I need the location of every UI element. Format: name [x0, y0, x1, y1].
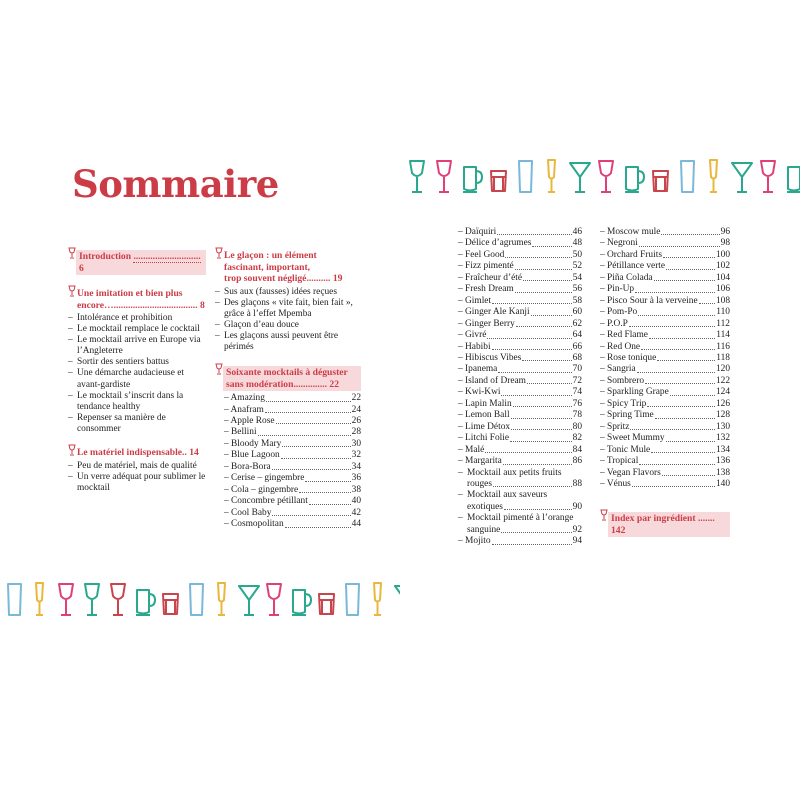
highball-blue-icon — [346, 584, 359, 615]
entry-page: 126 — [715, 398, 730, 409]
entry-name: – Moscow mule — [600, 227, 660, 238]
martini-teal-icon — [732, 163, 752, 192]
entry-page: 100 — [715, 249, 730, 260]
entry-page: 60 — [572, 307, 582, 318]
entry-name: – Negroni — [600, 238, 638, 249]
toc-entry-wrapped[interactable]: – Mocktail pimenté à l’orange sanguine 92 — [458, 513, 582, 536]
entry-page: 136 — [715, 456, 730, 467]
toc-entry[interactable] — [600, 433, 730, 444]
toc-entry[interactable] — [458, 238, 582, 249]
entry-name: – Tonic Mule — [600, 445, 650, 456]
tumbler-red-icon — [491, 171, 506, 191]
entry-name: – Cola – gingembre — [224, 485, 298, 496]
dot-leader — [639, 464, 715, 465]
entry-name: – Sangria — [600, 364, 636, 375]
toc-subitems-materiel — [68, 461, 206, 494]
entry-name: – P.O.P — [600, 319, 628, 330]
entry-page: 124 — [715, 387, 730, 398]
toc-entry[interactable] — [458, 250, 582, 261]
toc-entry[interactable] — [224, 393, 361, 404]
entry-page: 128 — [715, 410, 730, 421]
entry-name: – Ipanema — [458, 364, 497, 375]
toc-entry[interactable] — [224, 508, 361, 519]
toc-entry[interactable] — [600, 399, 730, 410]
entry-page: 104 — [715, 272, 730, 283]
toc-section-imitation[interactable]: Une imitation et bien plus encore…................................... 8 — [68, 288, 206, 311]
toc-entry[interactable] — [458, 342, 582, 353]
entry-name: – Pisco Sour à la verveine — [600, 296, 698, 307]
toc-subitems-imitation — [68, 313, 206, 435]
entry-page: 34 — [351, 461, 361, 472]
highball-blue-icon — [190, 584, 203, 615]
toc-entry[interactable] — [458, 387, 582, 398]
toc-entry[interactable] — [600, 296, 730, 307]
toc-entry[interactable] — [600, 376, 730, 387]
toc-entry[interactable] — [224, 427, 361, 438]
dot-leader — [531, 315, 572, 316]
wine-glass-red-icon — [111, 584, 125, 615]
entry-name: – Fraîcheur d’été — [458, 273, 522, 284]
toc-column-2 — [215, 250, 361, 531]
flute-yellow-icon — [36, 583, 43, 615]
dot-leader — [630, 429, 715, 430]
entry-page: 28 — [351, 427, 361, 438]
entry-name: – Island of Dream — [458, 376, 526, 387]
toc-section-introduction[interactable]: Introduction ............................ 6 — [68, 250, 206, 275]
entry-name: – Habibi — [458, 342, 491, 353]
dot-leader — [282, 446, 350, 447]
toc-entry[interactable] — [224, 485, 361, 496]
toc-subitem[interactable]: – Les glaçons aussi peuvent être périmés — [215, 331, 361, 353]
dot-leader — [309, 504, 351, 505]
wine-glass-pink-icon — [59, 584, 73, 615]
entry-name: – Ginger Berry — [458, 319, 515, 330]
entry-name: – Vegan Flavors — [600, 468, 661, 479]
dot-leader — [498, 372, 571, 373]
entry-page: 58 — [572, 295, 582, 306]
entry-page: 68 — [572, 352, 582, 363]
dot-leader — [266, 401, 351, 402]
toc-entry[interactable] — [600, 468, 730, 479]
dot-leader — [497, 234, 571, 235]
entry-name: – Bora-Bora — [224, 462, 271, 473]
dot-leader — [654, 280, 715, 281]
entry-page: 52 — [572, 261, 582, 272]
dot-leader — [511, 418, 572, 419]
dot-leader — [522, 360, 571, 361]
glass-bullet-icon — [68, 247, 76, 259]
toc-entry[interactable] — [458, 399, 582, 410]
entry-name: – Hibiscus Vibes — [458, 353, 521, 364]
dot-leader — [655, 418, 715, 419]
entry-name: – Sparkling Grape — [600, 387, 669, 398]
entry-page: 70 — [572, 364, 582, 375]
toc-entry[interactable] — [600, 387, 730, 398]
toc-subitem[interactable]: – Le mocktail remplace le cocktail — [68, 324, 206, 335]
toc-subitem[interactable]: – Une démarche audacieuse et avant-gardiste — [68, 368, 206, 390]
wine-glass-pink-icon — [599, 161, 613, 192]
dot-leader — [515, 269, 572, 270]
tumbler-red-icon — [163, 594, 178, 614]
dot-leader — [699, 303, 715, 304]
wine-glass-pink-icon — [437, 161, 451, 192]
entry-name: – Rose tonique — [600, 353, 656, 364]
toc-entry[interactable] — [600, 261, 730, 272]
dot-leader — [527, 383, 572, 384]
entry-name: – Blue Lagoon — [224, 450, 280, 461]
toc-entry[interactable] — [458, 330, 582, 341]
entry-page: 72 — [572, 375, 582, 386]
toc-subitem[interactable]: – Intolérance et prohibition — [68, 313, 206, 324]
dot-leader — [272, 515, 350, 516]
toc-entry-wrapped[interactable]: – Mocktail aux petits fruits rouges 88 — [458, 468, 582, 491]
entry-page: 114 — [716, 330, 730, 341]
entry-name: – Orchard Fruits — [600, 250, 662, 261]
entry-name: – Fizz pimenté — [458, 261, 514, 272]
entry-page: 78 — [572, 410, 582, 421]
entry-name: – Spicy Trip — [600, 399, 646, 410]
dot-leader — [639, 246, 720, 247]
toc-entry[interactable] — [458, 353, 582, 364]
entry-name: – Bellini — [224, 427, 257, 438]
toc-subitems-glacon — [215, 287, 361, 354]
dot-leader — [523, 280, 572, 281]
toc-entry[interactable] — [458, 319, 582, 330]
toc-entry[interactable] — [600, 284, 730, 295]
entry-name: – Vénus — [600, 479, 631, 490]
martini-teal-icon — [239, 586, 259, 615]
dot-leader — [299, 492, 350, 493]
wine-glass-pink-icon — [761, 161, 775, 192]
entry-name: – Spring Time — [600, 410, 654, 421]
toc-subitem[interactable]: – Sortir des sentiers battus — [68, 357, 206, 368]
dot-leader — [647, 406, 715, 407]
entry-page: 108 — [715, 295, 730, 306]
dot-leader — [637, 372, 715, 373]
toc-subitem[interactable]: – Sus aux (fausses) idées reçues — [215, 287, 361, 298]
toc-entry[interactable] — [458, 364, 582, 375]
wine-glass-teal-icon — [410, 161, 424, 192]
toc-entry[interactable] — [458, 445, 582, 456]
dot-leader — [666, 269, 715, 270]
mug-teal-icon — [292, 590, 311, 615]
entry-page: 74 — [572, 387, 582, 398]
entry-name: – Lapin Malin — [458, 399, 512, 410]
toc-entry[interactable] — [600, 456, 730, 467]
toc-entry[interactable] — [224, 405, 361, 416]
dot-leader — [511, 429, 572, 430]
entry-name: – Sombrero — [600, 376, 644, 387]
dot-leader — [516, 326, 572, 327]
toc-entry[interactable] — [224, 416, 361, 427]
toc-entry[interactable] — [224, 439, 361, 450]
entry-name: – Red One — [600, 342, 640, 353]
entry-name: – Fresh Dream — [458, 284, 514, 295]
toc-entry[interactable] — [600, 330, 730, 341]
glass-row-bottom — [0, 578, 400, 620]
mug-teal-icon — [787, 167, 800, 192]
dot-leader — [532, 246, 571, 247]
entry-page: 120 — [715, 364, 730, 375]
entry-page: 38 — [351, 484, 361, 495]
entry-name: – Ginger Ale Kanji — [458, 307, 530, 318]
dot-leader — [285, 527, 351, 528]
toc-entry[interactable] — [600, 445, 730, 456]
entry-name: – Cool Baby — [224, 508, 271, 519]
toc-entries-col4 — [600, 227, 730, 490]
entry-page: 112 — [716, 318, 730, 329]
toc-entries-col2 — [215, 393, 361, 530]
mug-teal-icon — [625, 167, 644, 192]
toc-entry[interactable] — [600, 250, 730, 261]
entry-page: 98 — [720, 238, 730, 249]
entry-page: 132 — [715, 433, 730, 444]
dot-leader — [661, 234, 719, 235]
dot-leader — [265, 412, 351, 413]
entry-page: 50 — [572, 249, 582, 260]
toc-entry[interactable] — [224, 496, 361, 507]
entry-name: – Piña Colada — [600, 273, 653, 284]
entry-page: 30 — [351, 438, 361, 449]
entry-name: – Apple Rose — [224, 416, 275, 427]
entry-name: – Concombre pétillant — [224, 496, 308, 507]
dot-leader — [635, 292, 715, 293]
entry-page: 130 — [715, 421, 730, 432]
dot-leader — [645, 383, 715, 384]
entry-name: – Spritz — [600, 422, 629, 433]
entry-page: 56 — [572, 284, 582, 295]
toc-subitem[interactable]: – Le mocktail arrive en Europe via l’Angleterre — [68, 335, 206, 357]
dot-leader — [503, 464, 572, 465]
entry-name: – Margarita — [458, 456, 502, 467]
tumbler-red-icon — [319, 594, 334, 614]
toc-entry[interactable] — [458, 433, 582, 444]
dot-leader — [510, 441, 572, 442]
entry-name: – Red Flame — [600, 330, 648, 341]
toc-entry[interactable] — [600, 319, 730, 330]
entry-page: 80 — [572, 421, 582, 432]
flute-yellow-icon — [218, 583, 225, 615]
entry-name: – Pin-Up — [600, 284, 634, 295]
dot-leader — [666, 441, 715, 442]
dot-leader — [492, 303, 572, 304]
page-title: Sommaire — [72, 162, 279, 206]
entry-page: 66 — [572, 341, 582, 352]
dot-leader — [651, 452, 715, 453]
entry-name: – Sweet Mummy — [600, 433, 665, 444]
toc-entry[interactable] — [458, 296, 582, 307]
dot-leader — [638, 315, 715, 316]
entry-page: 62 — [572, 318, 582, 329]
entry-name: – Bloody Mary — [224, 439, 281, 450]
dot-leader — [492, 349, 572, 350]
entry-page: 138 — [715, 467, 730, 478]
toc-entry[interactable] — [224, 473, 361, 484]
dot-leader — [513, 406, 572, 407]
flute-yellow-icon — [374, 583, 381, 615]
toc-column-4 — [600, 227, 730, 537]
dot-leader — [632, 486, 715, 487]
toc-entry[interactable] — [600, 422, 730, 433]
dot-leader — [657, 360, 715, 361]
highball-blue-icon — [681, 161, 694, 192]
entry-page: 106 — [715, 284, 730, 295]
entry-name: – Kwi-Kwi — [458, 387, 500, 398]
dot-leader — [281, 458, 351, 459]
entry-page: 86 — [572, 456, 582, 467]
entry-page: 140 — [715, 478, 730, 489]
entry-page: 36 — [351, 473, 361, 484]
wine-glass-teal-icon — [85, 584, 99, 615]
toc-entry[interactable] — [458, 422, 582, 433]
toc-entry[interactable] — [458, 456, 582, 467]
entry-page: 42 — [351, 507, 361, 518]
toc-section-soixante[interactable]: Soixante mocktails à déguster sans modération.............. 22 — [215, 366, 361, 391]
glass-row-top — [400, 155, 800, 197]
toc-column-1 — [68, 250, 206, 494]
entry-page: 118 — [716, 352, 730, 363]
glass-bullet-icon — [215, 363, 223, 375]
toc-entry[interactable] — [458, 376, 582, 387]
toc-entry[interactable] — [458, 410, 582, 421]
martini-teal-icon — [570, 163, 590, 192]
entry-page: 96 — [720, 227, 730, 237]
toc-entries-col3 — [458, 227, 582, 468]
entry-page: 54 — [572, 272, 582, 283]
entry-page: 110 — [716, 307, 730, 318]
entry-page: 32 — [351, 450, 361, 461]
flute-yellow-icon — [710, 160, 717, 192]
entry-page: 84 — [572, 444, 582, 455]
entry-name: – Daïquiri — [458, 227, 496, 238]
dot-leader — [485, 452, 571, 453]
dot-leader — [663, 257, 715, 258]
toc-entry[interactable]: – Mojito 94 — [458, 536, 582, 547]
entry-page: 122 — [715, 375, 730, 386]
dot-leader — [649, 338, 715, 339]
glass-bullet-icon — [68, 285, 76, 297]
toc-entry[interactable] — [600, 273, 730, 284]
entry-name: – Pétillance verte — [600, 261, 665, 272]
entry-name: – Anafram — [224, 405, 264, 416]
entry-name: – Lime Détox — [458, 422, 510, 433]
toc-entry[interactable] — [458, 261, 582, 272]
entry-page: 24 — [351, 404, 361, 415]
toc-entry[interactable] — [458, 307, 582, 318]
entry-page: 40 — [351, 496, 361, 507]
entry-name: – Cerise – gingembre — [224, 473, 304, 484]
mug-teal-icon — [136, 590, 155, 615]
entry-name: – Cosmopolitan — [224, 519, 284, 530]
toc-section-index[interactable]: Index par ingrédient ....... 142 — [600, 512, 730, 537]
dot-leader — [305, 481, 350, 482]
entry-name: – Amazing — [224, 393, 265, 404]
toc-entry[interactable] — [458, 273, 582, 284]
entry-page: 82 — [572, 433, 582, 444]
entry-name: – Tropical — [600, 456, 638, 467]
entry-name: – Délice d’agrumes — [458, 238, 531, 249]
toc-entry[interactable] — [600, 479, 730, 490]
glass-bullet-icon — [600, 509, 608, 521]
entry-page: 44 — [351, 519, 361, 530]
entry-name: – Malé — [458, 445, 484, 456]
toc-entry[interactable] — [224, 462, 361, 473]
entry-page: 48 — [572, 238, 582, 249]
toc-subitem[interactable]: – Le mocktail s’inscrit dans la tendance healthy — [68, 391, 206, 413]
flute-yellow-icon — [548, 160, 555, 192]
toc-column-3 — [458, 227, 582, 548]
entry-page: 116 — [716, 341, 730, 352]
dot-leader — [505, 257, 571, 258]
toc-entry[interactable] — [224, 519, 361, 530]
toc-subitem[interactable]: – Repenser sa manière de consommer — [68, 413, 206, 435]
toc-entry[interactable] — [600, 410, 730, 421]
toc-entry[interactable] — [458, 227, 582, 238]
glass-bullet-icon — [215, 247, 223, 259]
dot-leader — [670, 395, 715, 396]
entry-page: 26 — [351, 415, 361, 426]
martini-teal-icon — [395, 586, 400, 615]
entry-page: 76 — [572, 398, 582, 409]
dot-leader — [662, 475, 715, 476]
toc-entry[interactable] — [600, 342, 730, 353]
entry-page: 64 — [572, 330, 582, 341]
entry-name: – Pom-Po — [600, 307, 637, 318]
entry-name: – Lemon Ball — [458, 410, 510, 421]
toc-entry[interactable] — [600, 238, 730, 249]
dot-leader — [501, 395, 571, 396]
entry-name: – Feel Good — [458, 250, 504, 261]
tumbler-red-icon — [653, 171, 668, 191]
entry-name: – Gimlet — [458, 296, 491, 307]
toc-subitem[interactable]: – Des glaçons « vite fait, bien fait », grâce à l’effet Mpemba — [215, 298, 361, 320]
dot-leader — [272, 469, 351, 470]
wine-glass-pink-icon — [267, 584, 281, 615]
dot-leader — [641, 349, 715, 350]
dot-leader — [258, 435, 351, 436]
glass-bullet-icon — [68, 444, 76, 456]
entry-page: 102 — [715, 261, 730, 272]
toc-subitem[interactable]: – Glaçon d’eau douce — [215, 320, 361, 331]
toc-entry[interactable] — [458, 284, 582, 295]
dot-leader — [515, 292, 572, 293]
dot-leader — [629, 326, 715, 327]
highball-blue-icon — [519, 161, 532, 192]
entry-page: 46 — [572, 227, 582, 237]
entry-page: 134 — [715, 444, 730, 455]
toc-subitem[interactable]: – Un verre adéquat pour sublimer le mocktail — [68, 472, 206, 494]
toc-section-glacon[interactable]: Le glaçon : un élément fascinant, important, trop souvent négligé.......... 19 — [215, 250, 361, 285]
toc-section-materiel[interactable]: Le matériel indispensable.. 14 — [68, 447, 206, 459]
toc-entry[interactable] — [600, 227, 730, 238]
entry-name: – Givré — [458, 330, 486, 341]
mug-teal-icon — [463, 167, 482, 192]
dot-leader — [487, 338, 571, 339]
toc-entry[interactable] — [600, 353, 730, 364]
toc-subitem[interactable]: – Peu de matériel, mais de qualité — [68, 461, 206, 472]
entry-name: – Litchi Folie — [458, 433, 509, 444]
dot-leader — [276, 423, 351, 424]
toc-entry[interactable] — [224, 450, 361, 461]
toc-entry-wrapped[interactable]: – Mocktail aux saveurs exotiques 90 — [458, 490, 582, 513]
toc-entry[interactable] — [600, 307, 730, 318]
highball-blue-icon — [8, 584, 21, 615]
entry-page: 22 — [351, 393, 361, 404]
toc-entry[interactable] — [600, 364, 730, 375]
